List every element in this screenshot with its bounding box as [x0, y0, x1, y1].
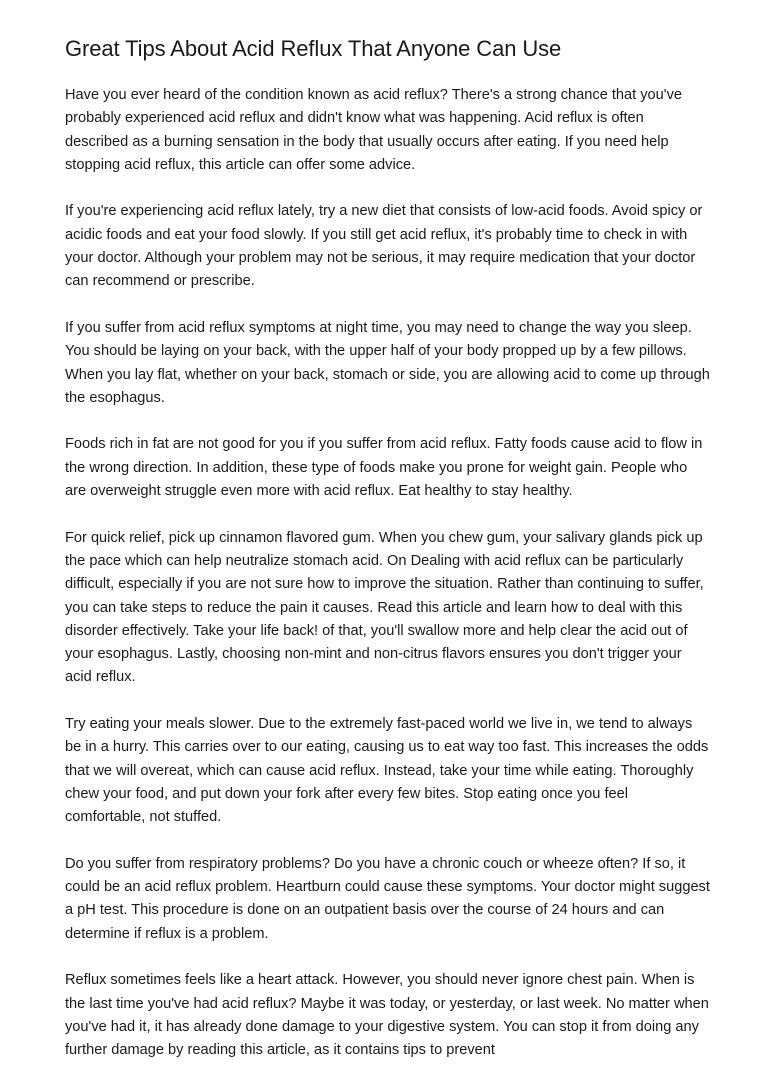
paragraph-sleep-position: If you suffer from acid reflux symptoms at night time, you may need to change the way you sleep. You should be laying on your back, with the upper half of your body propped up by a few pillows. When you lay flat, whether on your back, stomach or side, you are allowing acid to come up through the esophagus.: [65, 319, 710, 406]
page-title: Great Tips About Acid Reflux That Anyone Can Use: [65, 36, 562, 61]
paragraph-eat-slower: Try eating your meals slower. Due to the extremely fast-paced world we live in, we tend to always be in a hurry. This carries over to our eating, causing us to eat way too fast. This increases the odds that we will overeat, which can cause acid reflux. Instead, take your time while eating. Thoroughly chew your food, and put down your fork after every few bites. Stop eating once you feel comfortable, not stuffed.: [65, 716, 709, 826]
paragraph-low-acid-diet: If you're experiencing acid reflux lately, try a new diet that consists of low-acid foods. Avoid spicy or acidic foods and eat your food slowly. If you still get acid reflux, it's probably time to check in with your doctor. Although your problem may not be serious, it may require medication that your doctor can recommend or prescribe.: [65, 203, 703, 290]
paragraph-cinnamon-gum: For quick relief, pick up cinnamon flavored gum. When you chew gum, your salivary glands pick up the pace which can help neutralize stomach acid. On Dealing with acid reflux can be particularly difficult, especially if you are not sure how to improve the situation. Rather than continuing to suffer, you can take steps to reduce the pain it causes. Read this article and learn how to deal with this disorder effectively. Take your life back! of that, you'll swallow more and help clear the acid out of your esophagus. Lastly, choosing non-mint and non-citrus flavors ensures you don't trigger your acid reflux.: [65, 529, 704, 686]
paragraph-respiratory: Do you suffer from respiratory problems? Do you have a chronic couch or wheeze often? If so, it could be an acid reflux problem. Heartburn could cause these symptoms. Your doctor might suggest a pH test. This procedure is done on an outpatient basis over the course of 24 hours and can determine if reflux is a problem.: [65, 855, 710, 942]
document-page: [65, 34, 710, 1086]
paragraph-fatty-foods: Foods rich in fat are not good for you if you suffer from acid reflux. Fatty foods cause acid to flow in the wrong direction. In addition, these type of foods make you prone for weight gain. People who are overweight struggle even more with acid reflux. Eat healthy to stay healthy.: [65, 436, 703, 500]
paragraph-intro: Have you ever heard of the condition known as acid reflux? There's a strong chance that you've probably experienced acid reflux and didn't know what was happening. Acid reflux is often described as a burning sensation in the body that usually occurs after eating. If you need help stopping acid reflux, this article can offer some advice.: [65, 87, 682, 173]
paragraph-heart-attack: Reflux sometimes feels like a heart attack. However, you should never ignore chest pain. When is the last time you've had acid reflux? Maybe it was today, or yesterday, or last week. No matter when you've had it, it has already done damage to your digestive system. You can stop it from doing any further damage by reading this article, as it contains tips to prevent: [65, 972, 709, 1059]
